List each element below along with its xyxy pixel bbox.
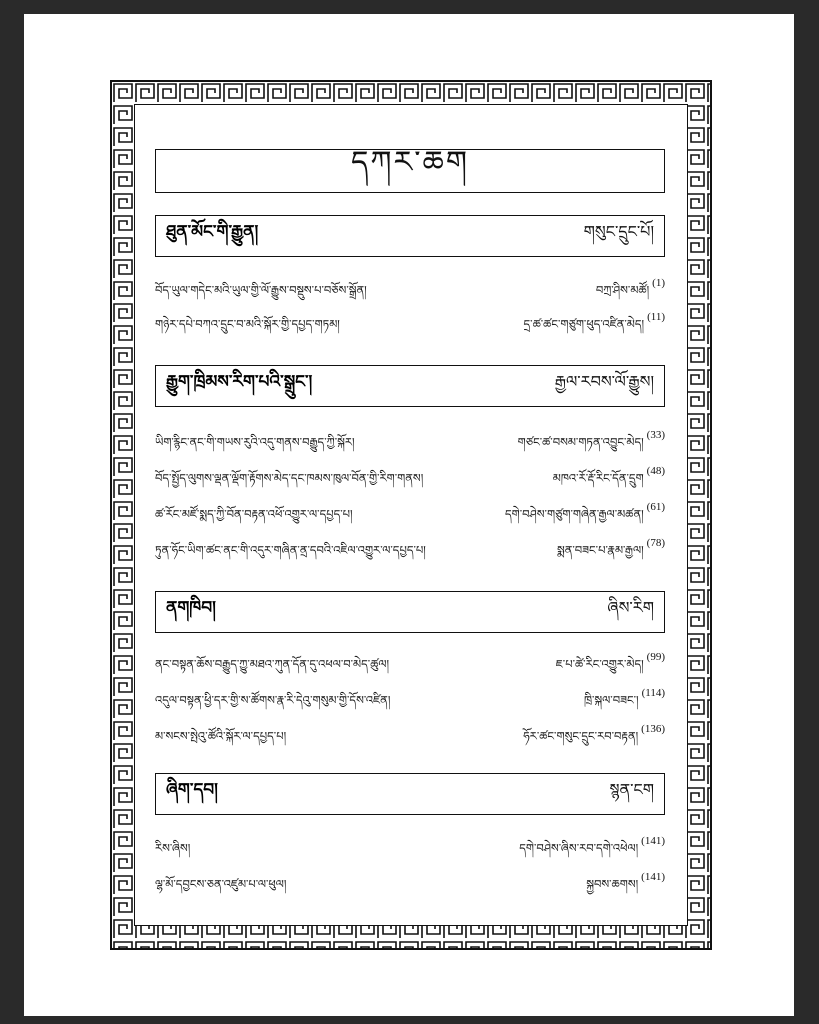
page-title: དཀར་ཆག [351, 145, 469, 180]
toc-entry[interactable] [155, 464, 665, 493]
toc-entry[interactable] [155, 650, 665, 679]
entry-title: མ་སངས་སྤེའུ་ཚོའི་སྐོར་ལ་དཔྱད་པ། [155, 728, 287, 743]
entry-page: (114) [641, 686, 665, 699]
section-heading: ཞིག་དབ། [166, 780, 218, 800]
entry-title: རིས་ཞིས། [155, 840, 191, 855]
entry-title: འདུལ་བསྟན་ཕྱི་དར་གྱི་ས་ཚོགས་རྣ་རི་དེའུ་གསུམ་གྱི་དོས་འཛིན། [155, 692, 391, 707]
toc-entry[interactable] [155, 686, 665, 715]
section-heading: ནགཁིབ། [166, 598, 216, 618]
section-header [155, 773, 665, 815]
toc-entry[interactable] [155, 276, 665, 305]
entry-title: ཏུན་ཧོང་ཡིག་ཚང་ནང་གི་འདུར་གཞིན་ནྲ་དབའི་འཇིལ་འགྱུར་ལ་དཔྱད་པ། [155, 542, 426, 557]
section-header [155, 591, 665, 633]
entry-title: ཡིག་རྙིང་ནང་གི་གཡས་རུའི་འདུ་གནས་བརྒྱུད་ཀྱི་སྐོར། [155, 434, 355, 449]
entry-author: མཁའ་རོ་རྡོ་རིང་དོན་དྲུག [552, 470, 644, 485]
entry-page: (11) [647, 310, 665, 323]
entry-title: བོད་ཡུལ་གདེང་མའི་ཡུལ་གྱི་ལོ་རྒྱུས་བསྡུས་པ་བཅོས་སྒྲོན། [155, 282, 367, 297]
entry-author: གཙང་ཚ་བསམ་གཏན་འབྱུང་མེད། [517, 434, 644, 449]
entry-title: གཉེར་དཔེ་བཀའ་དྲུང་བ་མའི་སྐོར་གྱི་དཔྱད་གཏམ། [155, 316, 340, 331]
entry-page: (141) [641, 834, 665, 847]
entry-title: བོད་སྤྱོད་ལུགས་ལྡན་ལྡོག་རྟོགས་མེད་དང་ཁམས་ཁུལ་བོན་གྱི་རིག་གནས། [155, 470, 424, 485]
entry-page: (33) [646, 428, 665, 441]
toc-entry[interactable] [155, 310, 665, 339]
entry-author: སྨན་བཟང་པ་རྣམ་རྒྱལ། [556, 542, 644, 557]
section-heading: རྒྱུག་ཁྲིམས་རིག་པའི་སྒྲུང་། [166, 372, 313, 392]
entry-page: (99) [646, 650, 665, 663]
entry-title: ཚ་རོང་མཛོ་སྨད་ཀྱི་བོན་བརྟན་འཕོ་འགྱུར་ལ་དཔྱད་པ། [155, 506, 353, 521]
section-author: ཞིས་རིག [607, 597, 654, 617]
entry-author: དགེ་བཤེས་གཙུག་གཞེན་རྒྱལ་མཚན། [504, 506, 644, 521]
entry-author: སྐྱབས་ཆགས། [586, 876, 639, 891]
entry-page: (48) [646, 464, 665, 477]
section-heading: ཐུན་མོང་གི་རྒྱུན། [166, 222, 259, 242]
toc-entry[interactable] [155, 500, 665, 529]
entry-title: ལྷ་མོ་དབྱངས་ཅན་འཛུམ་པ་ལ་ཕུལ། [155, 876, 287, 891]
toc-entry[interactable] [155, 722, 665, 751]
entry-title: ནང་བསྟན་ཆོས་བརྒྱུད་ཀྱུ་མཐའ་ཀུན་དོན་དུ་འཕལ་བ་མེད་ཚུལ། [155, 656, 390, 671]
entry-author: ཁྲི་སྐལ་བཟང་། [583, 692, 639, 707]
entry-page: (136) [641, 722, 665, 735]
entry-page: (61) [646, 500, 665, 513]
entry-page: (1) [652, 276, 665, 289]
section-author: སྙན་ངག [609, 779, 654, 799]
toc-entry[interactable] [155, 428, 665, 457]
section-author: རྒྱལ་རབས་ལོ་རྒྱུས། [554, 371, 654, 391]
entry-author: བཀྲ་ཤིས་མཚོ། [595, 282, 650, 297]
content-area [134, 104, 688, 926]
document-page [24, 14, 794, 1016]
section-author: གསུང་དྲུང་པོ། [583, 221, 654, 241]
entry-author: དྲ་ཚ་ཚང་གཙུག་ཕུད་འཛིན་མེད། [523, 316, 645, 331]
page-title-box [155, 145, 665, 193]
greek-key-border [110, 80, 712, 950]
section-header [155, 215, 665, 257]
entry-page: (141) [641, 870, 665, 883]
toc-entry[interactable] [155, 870, 665, 899]
entry-author: ཇ་པ་ཚེ་རིང་འགྱུར་མེད། [555, 656, 644, 671]
entry-author: དགེ་བཤེས་ཞིས་རབ་དགེ་འཕེལ། [519, 840, 639, 855]
entry-page: (78) [646, 536, 665, 549]
entry-author: ཧོར་ཚང་གསུང་དྲུང་རབ་བརྟན། [523, 728, 639, 743]
toc-entry[interactable] [155, 834, 665, 863]
section-header [155, 365, 665, 407]
toc-entry[interactable] [155, 536, 665, 565]
